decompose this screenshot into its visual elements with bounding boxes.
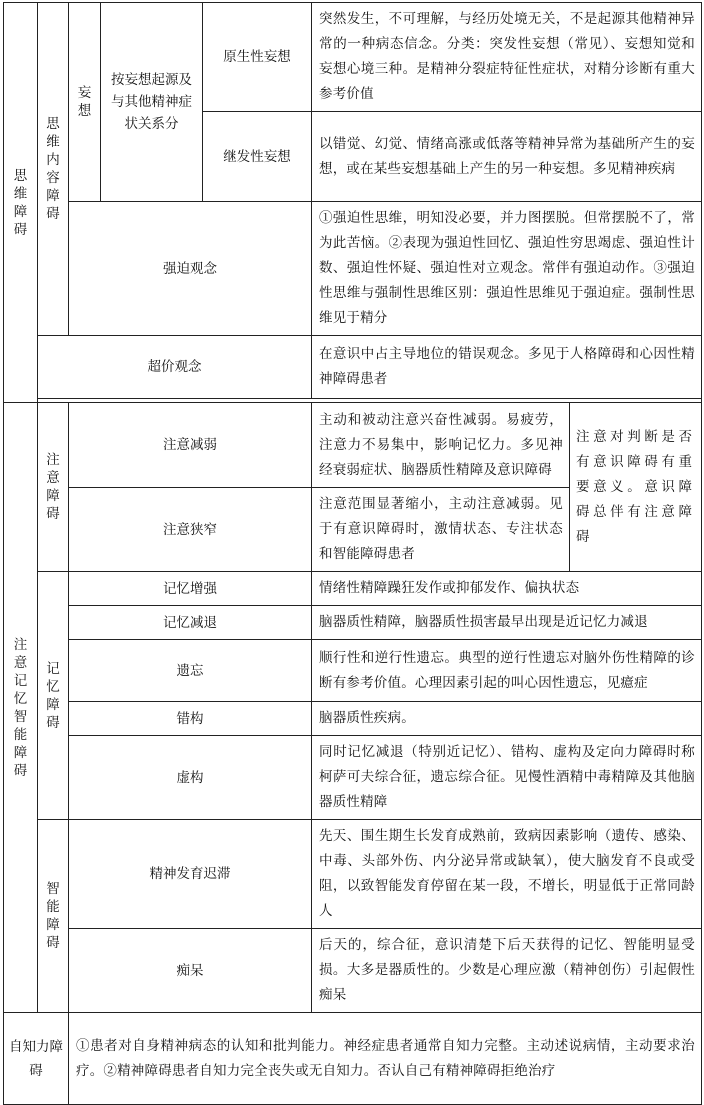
- desc-confabulation: 同时记忆减退（特别近记忆）、错构、虚构及定向力障碍时称柯萨可夫综合征，遗忘综合征。见慢性酒精中毒精障及其他脑器质性精障: [312, 736, 702, 820]
- term-amnesia: 遗忘: [69, 640, 312, 702]
- desc-secondary-delusion: 以错觉、幻觉、情绪高涨或低落等精神异常为基础所产生的妄想，或在某些妄想基础上产生的另一种妄想。多见精神疾病: [312, 112, 702, 202]
- desc-primary-delusion: 突然发生，不可理解，与经历处境无关，不是起源其他精神异常的一种病态信念。分类：突发性妄想（常见）、妄想知觉和妄想心境三种。是精神分裂症特征性症状，对精分诊断有重大参考价值: [312, 3, 702, 112]
- term-primary-delusion: 原生性妄想: [203, 3, 312, 112]
- desc-paramnesia: 脑器质性疾病。: [312, 702, 702, 736]
- term-paramnesia: 错构: [69, 702, 312, 736]
- desc-insight-disorder: ①患者对自身精神病态的认知和批判能力。神经症患者通常自知力完整。主动述说病情，主动要求治疗。②精神障碍患者自知力完全丧失或无自知力。否认自己有精神障碍拒绝治疗: [69, 1013, 702, 1105]
- desc-obsession: ①强迫性思维，明知没必要，并力图摆脱。但常摆脱不了，常为此苦恼。②表现为强迫性回忆、强迫性穷思竭虑、强迫性计数、强迫性怀疑、强迫性对立观念。常伴有强迫动作。③强迫性思维与强制性思维区别：强迫性思维见于强迫症。强制性思维见于精分: [312, 202, 702, 336]
- desc-overvalued-idea: 在意识中占主导地位的错误观念。多见于人格障碍和心因性精神障碍患者: [312, 336, 702, 399]
- subcategory-attention: 注 意 障 碍: [38, 403, 69, 572]
- label-delusion: 妄 想: [69, 3, 101, 202]
- term-attention-narrowed: 注意狭窄: [69, 488, 312, 572]
- subcategory-thought-content: 思 维 内 容 障 碍: [38, 3, 69, 336]
- desc-mental-retardation: 先天、围生期生长发育成熟前，致病因素影响（遗传、感染、中毒、头部外伤、内分泌异常或缺氧），使大脑发育不良或受阻，以致智能发育停留在某一段，不增长，明显低于正常同龄人: [312, 820, 702, 929]
- note-attention: 注意对判断是否有意识障碍有重要意义。意识障碍总伴有注意障碍: [570, 403, 702, 572]
- desc-memory-reduced: 脑器质性精障，脑器质性损害最早出现是近记忆力减退: [312, 606, 702, 640]
- term-memory-enhanced: 记忆增强: [69, 572, 312, 606]
- category-thinking-disorder: 思 维 障 碍: [4, 3, 38, 403]
- term-dementia: 痴呆: [69, 929, 312, 1013]
- term-confabulation: 虚构: [69, 736, 312, 820]
- term-secondary-delusion: 继发性妄想: [203, 112, 312, 202]
- term-insight-disorder: 自知力障碍: [4, 1013, 69, 1105]
- term-overvalued-idea: 超价观念: [38, 336, 312, 399]
- psychiatry-symptom-table: [3, 2, 702, 1105]
- term-memory-reduced: 记忆减退: [69, 606, 312, 640]
- desc-memory-enhanced: 情绪性精障躁狂发作或抑郁发作、偏执状态: [312, 572, 702, 606]
- term-obsession: 强迫观念: [69, 202, 312, 336]
- subcategory-intelligence: 智 能 障 碍: [38, 820, 69, 1013]
- desc-dementia: 后天的，综合征，意识清楚下后天获得的记忆、智能明显受损。大多是器质性的。少数是心理应激（精神创伤）引起假性痴呆: [312, 929, 702, 1013]
- term-mental-retardation: 精神发育迟滞: [69, 820, 312, 929]
- term-attention-weakened: 注意减弱: [69, 403, 312, 488]
- subcategory-memory: 记 忆 障 碍: [38, 572, 69, 820]
- desc-attention-narrowed: 注意范围显著缩小，主动注意减弱。见于有意识障碍时，激情状态、专注状态和智能障碍患者: [312, 488, 570, 572]
- desc-attention-weakened: 主动和被动注意兴奋性减弱。易疲劳，注意力不易集中，影响记忆力。多见神经衰弱症状、脑器质性精障及意识障碍: [312, 403, 570, 488]
- desc-amnesia: 顺行性和逆行性遗忘。典型的逆行性遗忘对脑外伤性精障的诊断有参考价值。心理因素引起的叫心因性遗忘，见癔症: [312, 640, 702, 702]
- delusion-classification: 按妄想起源及与其他精神症状关系分: [101, 3, 203, 202]
- category-attention-memory-intelligence: 注 意 记 忆 智 能 障 碍: [4, 403, 38, 1013]
